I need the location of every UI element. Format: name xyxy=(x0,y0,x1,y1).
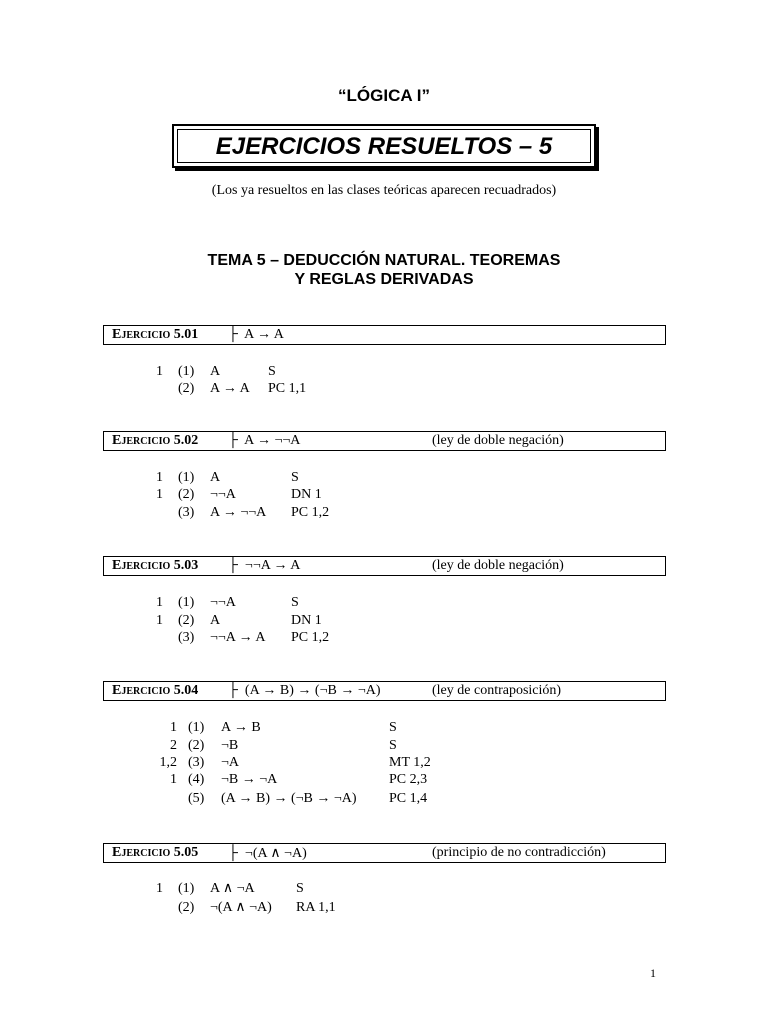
step-number: (2) xyxy=(178,900,195,915)
step-number: (2) xyxy=(178,613,195,628)
step-number: (2) xyxy=(188,738,205,753)
proof-step xyxy=(0,737,397,754)
proof-step xyxy=(0,790,428,807)
exercise-label: Ejercicio 5.05 xyxy=(112,845,199,860)
step-number: (1) xyxy=(178,470,195,485)
exercise-formula: ├ (A → B) → (¬B → ¬A) xyxy=(228,683,381,698)
step-formula: ¬¬A → A xyxy=(210,630,266,645)
exercise-formula: ├ ¬¬A → A xyxy=(228,558,301,573)
exercise-description: (principio de no contradicción) xyxy=(432,845,606,860)
step-dependency: 1 xyxy=(156,470,163,485)
title-box xyxy=(172,124,596,168)
proof-step xyxy=(0,612,322,629)
step-rule: S xyxy=(296,881,304,896)
exercise-formula: ├ ¬(A ∧ ¬A) xyxy=(228,846,307,861)
proof-step xyxy=(0,363,276,380)
step-rule: S xyxy=(389,738,397,753)
step-rule: PC 1,2 xyxy=(291,630,330,645)
step-formula: ¬(A ∧ ¬A) xyxy=(210,900,272,915)
step-formula: A xyxy=(210,470,221,485)
proof-step xyxy=(0,380,307,397)
step-rule: S xyxy=(268,364,276,379)
step-rule: PC 1,4 xyxy=(389,791,428,806)
subtitle-note: (Los ya resueltos en las clases teóricas aparecen recuadrados) xyxy=(211,183,557,198)
step-rule: S xyxy=(291,470,299,485)
step-rule: PC 2,3 xyxy=(389,772,428,787)
step-number: (1) xyxy=(178,881,195,896)
step-number: (1) xyxy=(188,720,205,735)
exercise-label: Ejercicio 5.01 xyxy=(112,327,199,342)
step-rule: PC 1,2 xyxy=(291,505,330,520)
step-rule: S xyxy=(389,720,397,735)
step-dependency: 1 xyxy=(156,595,163,610)
exercise-formula: ├ A → ¬¬A xyxy=(228,433,301,448)
proof-step xyxy=(0,899,336,916)
step-formula: (A → B) → (¬B → ¬A) xyxy=(221,791,357,806)
topic-line-2: Y REGLAS DERIVADAS xyxy=(294,271,474,288)
step-dependency: 1 xyxy=(156,881,163,896)
step-number: (4) xyxy=(188,772,205,787)
step-formula: ¬¬A xyxy=(210,487,236,502)
proof-step xyxy=(0,486,322,503)
step-formula: A xyxy=(210,613,221,628)
step-rule: MT 1,2 xyxy=(389,755,431,770)
main-title: EJERCICIOS RESUELTOS – 5 xyxy=(177,129,591,163)
step-number: (3) xyxy=(178,505,195,520)
step-rule: S xyxy=(291,595,299,610)
step-dependency: 1 xyxy=(156,487,163,502)
proof-step xyxy=(0,880,304,897)
step-formula: ¬B → ¬A xyxy=(221,772,278,787)
exercise-header xyxy=(103,431,666,451)
exercise-description: (ley de contraposición) xyxy=(432,683,562,698)
proof-step xyxy=(0,719,397,736)
exercise-header xyxy=(103,325,666,345)
step-dependency: 2 xyxy=(170,738,177,753)
step-rule: DN 1 xyxy=(291,487,322,502)
exercise-description: (ley de doble negación) xyxy=(432,558,564,573)
step-number: (3) xyxy=(178,630,195,645)
step-rule: RA 1,1 xyxy=(296,900,336,915)
step-number: (2) xyxy=(178,487,195,502)
topic-line-1: TEMA 5 – DEDUCCIÓN NATURAL. TEOREMAS xyxy=(207,252,561,269)
step-formula: A → A xyxy=(210,381,250,396)
step-rule: PC 1,1 xyxy=(268,381,307,396)
proof-step xyxy=(0,504,330,521)
step-number: (1) xyxy=(178,364,195,379)
step-number: (3) xyxy=(188,755,205,770)
step-formula: ¬A xyxy=(221,755,240,770)
step-rule: DN 1 xyxy=(291,613,322,628)
step-formula: A → ¬¬A xyxy=(210,505,267,520)
step-formula: ¬¬A xyxy=(210,595,236,610)
exercise-header xyxy=(103,556,666,576)
proof-step xyxy=(0,771,428,788)
step-formula: A xyxy=(210,364,221,379)
proof-step xyxy=(0,629,330,646)
step-formula: A → B xyxy=(221,720,261,735)
page-number: 1 xyxy=(650,966,656,980)
proof-step xyxy=(0,594,299,611)
exercise-header xyxy=(103,681,666,701)
proof-step xyxy=(0,469,299,486)
step-formula: ¬B xyxy=(221,738,239,753)
step-number: (2) xyxy=(178,381,195,396)
exercise-formula: ├ A → A xyxy=(228,327,284,342)
topic-heading xyxy=(0,251,768,289)
exercise-label: Ejercicio 5.03 xyxy=(112,558,199,573)
step-dependency: 1 xyxy=(170,772,177,787)
step-dependency: 1 xyxy=(170,720,177,735)
step-dependency: 1,2 xyxy=(159,755,177,770)
exercise-header xyxy=(103,843,666,863)
exercise-label: Ejercicio 5.02 xyxy=(112,433,199,448)
step-number: (1) xyxy=(178,595,195,610)
step-dependency: 1 xyxy=(156,613,163,628)
step-formula: A ∧ ¬A xyxy=(210,881,255,896)
exercise-label: Ejercicio 5.04 xyxy=(112,683,199,698)
course-title: “LÓGICA I” xyxy=(338,86,430,105)
proof-step xyxy=(0,754,431,771)
exercise-description: (ley de doble negación) xyxy=(432,433,564,448)
step-dependency: 1 xyxy=(156,364,163,379)
step-number: (5) xyxy=(188,791,205,806)
